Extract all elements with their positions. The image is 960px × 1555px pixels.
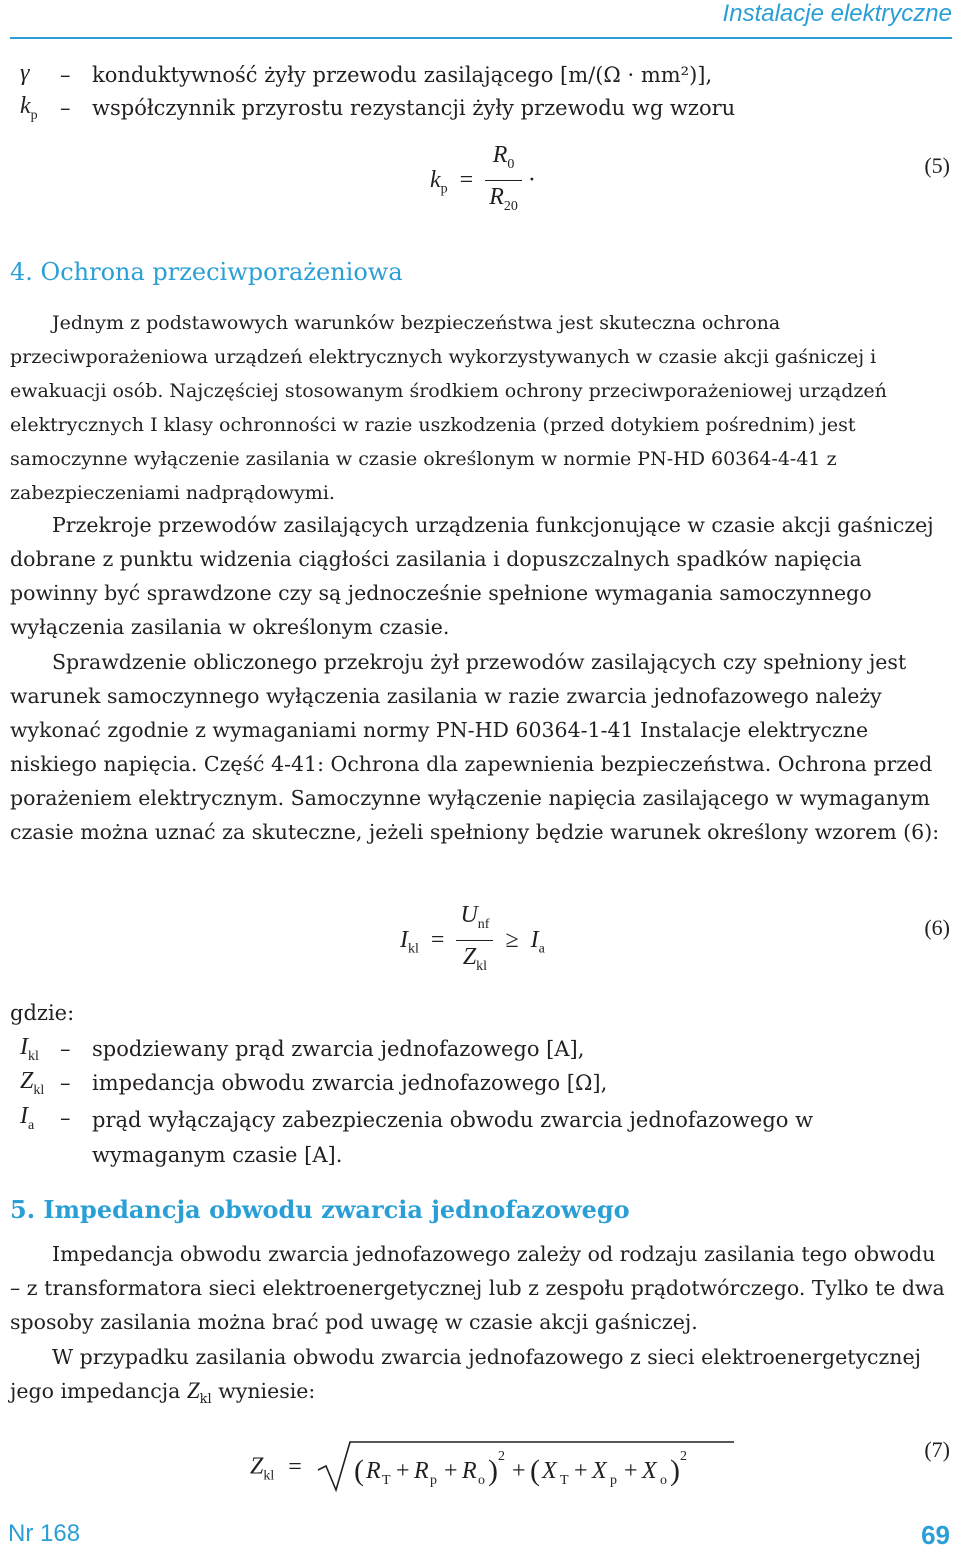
equation-number-6: (6) [924,915,950,940]
svg-text:+: + [395,1458,410,1484]
running-header: Instalacje elektryczne [722,0,952,27]
svg-text:R: R [413,1458,429,1484]
definition-dash: – [60,63,71,87]
svg-text:): ) [669,1454,680,1487]
svg-text:T: T [559,1473,569,1488]
inline-symbol: Z [186,1378,200,1403]
where-label: gdzie: [10,1001,75,1025]
svg-text:X: X [641,1458,657,1484]
svg-text:R: R [365,1458,381,1484]
definition-text: współczynnik przyrostu rezystancji żyły przewodu wg wzoru [92,96,736,120]
svg-text:+: + [443,1458,458,1484]
definition-dash: – [60,1071,71,1095]
svg-text:p: p [609,1473,617,1488]
paragraph: Przekroje przewodów zasilających urządzenia funkcjonujące w czasie akcji gaśniczej dobrane z punktu widzenia ciągłości zasilania i dopuszczalnych spadków napięcia powinny być sprawdzone czy są jednocześnie spełnione wymagania samoczynnego wyłączenia zasilania w określonym czasie. [10,513,934,639]
definition-dash: – [60,1037,71,1061]
svg-text:+: + [511,1458,526,1484]
svg-text:T: T [381,1473,391,1488]
definition-dash: – [60,1106,71,1130]
definition-symbol: $I_a$ [20,1103,35,1133]
definition-symbol: $Z_{kl}$ [20,1068,45,1098]
header-rule [10,37,952,39]
definition-text: impedancja obwodu zwarcia jednofazowego [Ω], [92,1071,608,1095]
definition-text: konduktywność żyły przewodu zasilającego [m/(Ω · mm²)], [92,63,713,87]
paragraph: W przypadku zasilania obwodu zwarcia jednofazowego z sieci elektroenergetycznej jego impedancja $Z_{kl}$ wyniesie: [10,1345,921,1408]
svg-text:(: ( [353,1454,364,1487]
definition-text: spodziewany prąd zwarcia jednofazowego [A], [92,1037,585,1061]
svg-text:o: o [659,1473,667,1488]
definition-symbol: $k_p$ [20,93,38,123]
definition-ia [10,1103,950,1173]
fraction: $\frac{U_{nf}}{Z_{kl}}$ [456,900,493,983]
svg-text:2: 2 [497,1449,505,1464]
issue-number: Nr 168 [8,1520,81,1547]
paragraph: Impedancja obwodu zwarcia jednofazowego zależy od rodzaju zasilania tego obwodu – z transformatora sieci elektroenergetycznej lub z zespołu prądotwórczego. Tylko te dwa sposoby zasilania można brać pod uwagę w czasie akcji gaśniczej. [10,1242,945,1334]
svg-text:(: ( [529,1454,540,1487]
page-number: 69 [921,1520,950,1550]
svg-text:+: + [623,1458,638,1484]
section-heading-4: 4. Ochrona przeciwporażeniowa [10,258,403,286]
svg-text:o: o [477,1473,485,1488]
svg-text:X: X [591,1458,607,1484]
definition-text: prąd wyłączający zabezpieczenia obwodu zwarcia jednofazowego w wymaganym czasie [A]. [92,1108,814,1167]
svg-text:p: p [429,1473,437,1488]
svg-text:R: R [461,1458,477,1484]
fraction: $\frac{R_0}{R_{20}}$ [485,140,522,223]
svg-text:X: X [541,1458,557,1484]
equation-7: $Z_{kl}$ = ( R T + R p + R o ) 2 + ( X T + X p + X o ) 2 [250,1440,736,1496]
equation-number-7: (7) [924,1437,950,1462]
equation-number-5: (5) [924,153,950,178]
svg-text:2: 2 [679,1449,687,1464]
svg-text:): ) [487,1454,498,1487]
paragraph: Jednym z podstawowych warunków bezpieczeństwa jest skuteczna ochrona przeciwporażeniowa urządzeń elektrycznych wykorzystywanych w czasie akcji gaśniczej i ewakuacji osób. Najczęściej stosowanym środkiem ochrony przeciwporażeniowej urządzeń elektrycznych I klasy ochronności w razie uszkodzenia (przed dotykiem pośrednim) jest samoczynne wyłączenie zasilania w czasie określonym w normie PN-HD 60364-4-41 z zabezpieczeniami nadprądowymi. [10,312,887,504]
definition-symbol: $I_{kl}$ [20,1034,39,1064]
equation-5: $k_p$ = $\frac{R_0}{R_{20}}$ · [430,140,536,223]
section-heading-5: 5. Impedancja obwodu zwarcia jednofazowego [10,1195,630,1224]
paragraph: Sprawdzenie obliczonego przekroju żył przewodów zasilających czy spełniony jest warunek samoczynnego wyłączenia zasilania w razie zwarcia jednofazowego należy wykonać zgodnie z wymaganiami normy PN-HD 60364-1-41 Instalacje elektryczne niskiego napięcia. Część 4-41: Ochrona dla zapewnienia bezpieczeństwa. Ochrona przed porażeniem elektrycznym. Samoczynne wyłączenie napięcia zasilającego w wymaganym czasie można uznać za skuteczne, jeżeli spełniony będzie warunek określony wzorem (6): [10,650,940,844]
equation-6: $I_{kl}$ = $\frac{U_{nf}}{Z_{kl}}$ ≥ $I_a$ [400,900,545,983]
equation-7-radical [316,1440,736,1496]
definition-dash: – [60,96,71,120]
svg-text:+: + [573,1458,588,1484]
definition-symbol: γ [20,60,30,86]
